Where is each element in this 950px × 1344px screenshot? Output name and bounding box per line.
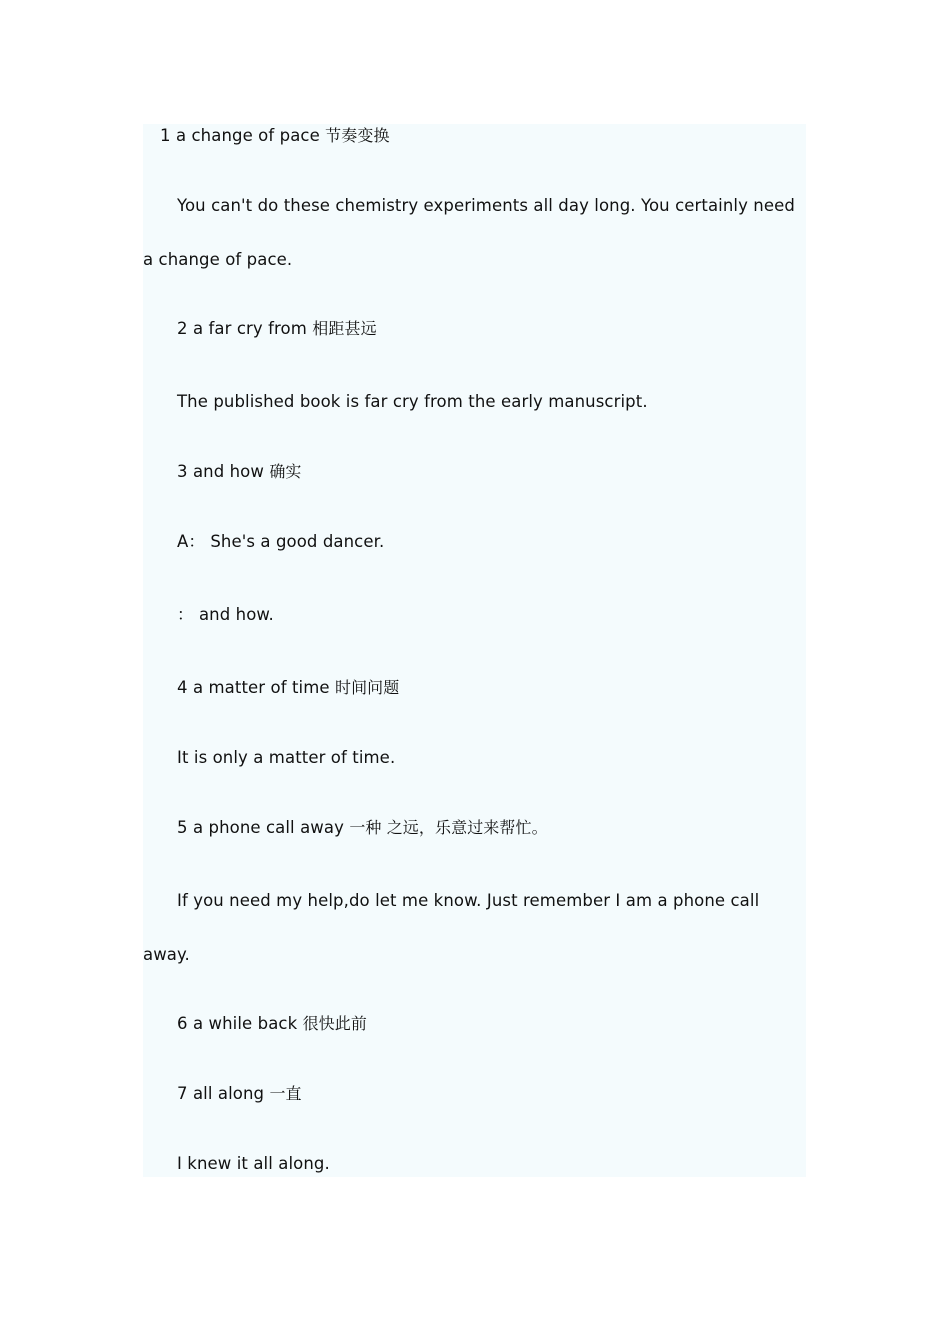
example-sentence-4: It is only a matter of time. [177, 748, 396, 767]
example-sentence-5-cont: away. [143, 945, 190, 964]
idiom-heading-1: 1 a change of pace 节奏变换 [160, 126, 390, 145]
dialogue-line-a: A： She's a good dancer. [177, 532, 385, 551]
dialogue-line-b: ： and how. [177, 605, 274, 624]
example-sentence-5: If you need my help,do let me know. Just remember I am a phone call [177, 891, 760, 910]
content-block [143, 124, 806, 1177]
idiom-heading-7: 7 all along 一直 [177, 1084, 302, 1103]
example-sentence-1: You can't do these chemistry experiments all day long. You certainly need [177, 196, 795, 215]
example-sentence-1-cont: a change of pace. [143, 250, 293, 269]
example-sentence-7: I knew it all along. [177, 1154, 330, 1173]
idiom-heading-6: 6 a while back 很快此前 [177, 1014, 367, 1033]
idiom-heading-2: 2 a far cry from 相距甚远 [177, 319, 377, 338]
example-sentence-2: The published book is far cry from the early manuscript. [177, 392, 648, 411]
idiom-heading-4: 4 a matter of time 时间问题 [177, 678, 400, 697]
idiom-heading-3: 3 and how 确实 [177, 462, 302, 481]
idiom-heading-5: 5 a phone call away 一种 之远，乐意过来帮忙。 [177, 818, 548, 837]
